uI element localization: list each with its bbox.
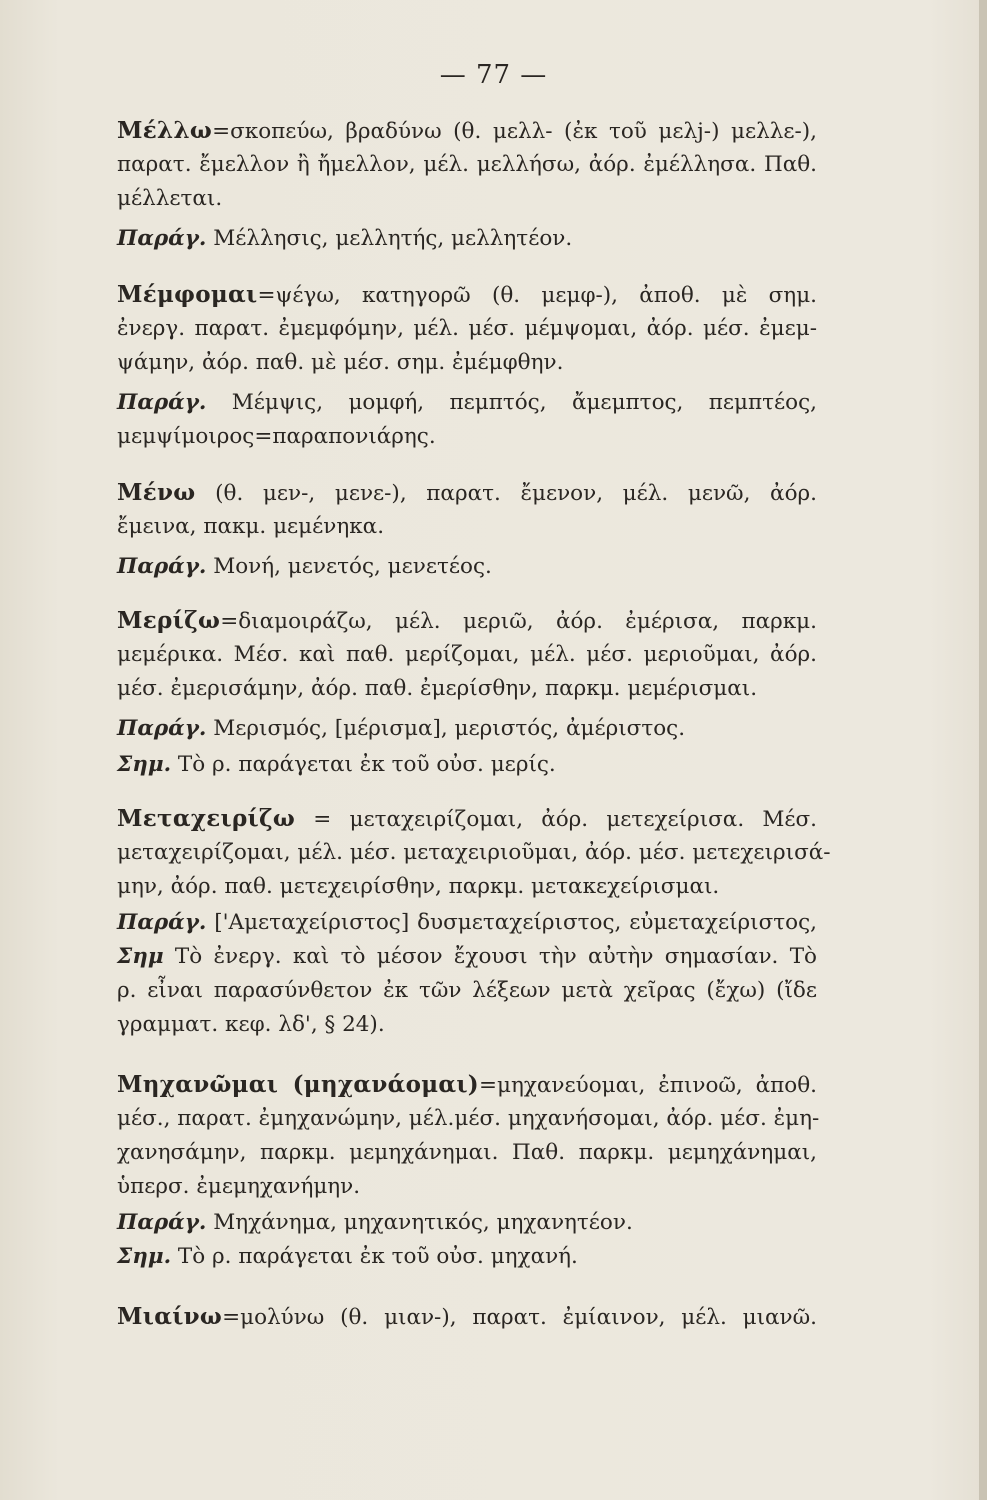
entry-first-line — [117, 114, 817, 149]
note-line: ρ. εἶναι παρασύνθετον ἐκ τῶν λέξεων μετὰ χεῖρας (ἔχω) (ἴδε — [117, 978, 817, 1003]
entry-line: μέσ. ἐμερισάμην, ἀόρ. παθ. ἐμερίσθην, παρκμ. μεμέρισμαι. — [117, 676, 758, 701]
entry-line: ὑπερσ. ἐμεμηχανήμην. — [117, 1174, 361, 1199]
entry-headword: Μηχανῶμαι (μηχανάομαι) — [117, 1071, 479, 1098]
entry-first-line — [117, 802, 817, 837]
entry-line: =μηχανεύομαι, ἐπινοῶ, ἀποθ. — [479, 1073, 817, 1098]
derivatives-line — [117, 386, 817, 420]
entry-headword: Μεταχειρίζω — [117, 805, 296, 832]
note-line: γραμματ. κεφ. λδ', § 24). — [117, 1012, 385, 1037]
note-text: Μέλλησις, μελλητής, μελλητέον. — [206, 226, 573, 251]
note-label: Παράγ. — [117, 716, 207, 741]
entry-line: =μολύνω (θ. μιαν-), παρατ. ἐμίαινον, μέλ. μιανῶ. — [222, 1305, 817, 1330]
entry-headword: Μέμφομαι — [117, 281, 258, 308]
note-text: Μηχάνημα, μηχανητικός, μηχανητέον. — [206, 1210, 633, 1235]
entry-first-line — [117, 1300, 817, 1335]
note-label: Παράγ. — [117, 390, 207, 415]
entry-line: =σκοπεύω, βραδύνω (θ. μελλ- (ἐκ τοῦ μελj-) μελλε-), — [212, 119, 817, 144]
note-label: Σημ — [117, 944, 164, 969]
entry-line: ψάμην, ἀόρ. παθ. μὲ μέσ. σημ. ἐμέμφθην. — [117, 350, 564, 375]
derivatives-line — [117, 222, 817, 256]
derivatives-line — [117, 1206, 817, 1240]
note-text: ['Αμεταχείριστος] δυσμεταχείριστος, εὐμεταχείριστος, — [206, 910, 817, 935]
entry-headword: Μένω — [117, 479, 196, 506]
note-text: Τὸ ἐνεργ. καὶ τὸ μέσον ἔχουσι τὴν αὐτὴν σημασίαν. Τὸ — [163, 944, 817, 969]
entry-first-line — [117, 476, 817, 511]
note-line — [117, 748, 817, 782]
entry-headword: Μέλλω — [117, 117, 213, 144]
entry-first-line — [117, 278, 817, 313]
note-label: Παράγ. — [117, 554, 207, 579]
entry-line: μεταχειρίζομαι, μέλ. μέσ. μεταχειριοῦμαι, ἀόρ. μέσ. μετεχειρισά- — [117, 840, 831, 865]
note-line — [117, 1240, 817, 1274]
entry-line: (θ. μεν-, μενε-), παρατ. ἔμενον, μέλ. μενῶ, ἀόρ. — [195, 481, 817, 506]
derivatives-line — [117, 550, 817, 584]
note-text: Μερισμός, [μέρισμα], μεριστός, ἀμέριστος. — [206, 716, 686, 741]
entry-headword: Μερίζω — [117, 607, 221, 634]
derivatives-line — [117, 712, 817, 746]
derivatives-line: μεμψίμοιρος=παραπονιάρης. — [117, 424, 436, 449]
note-label: Σημ. — [117, 1244, 172, 1269]
entry-line: μην, ἀόρ. παθ. μετεχειρίσθην, παρκμ. μετακεχείρισμαι. — [117, 874, 720, 899]
page-edge — [979, 0, 987, 1500]
entry-line: παρατ. ἔμελλον ἢ ἤμελλον, μέλ. μελλήσω, ἀόρ. ἐμέλλησα. Παθ. — [117, 152, 817, 177]
note-line — [117, 940, 817, 974]
entry-line: ἔμεινα, πακμ. μεμένηκα. — [117, 514, 385, 539]
entry-line: = μεταχειρίζομαι, ἀόρ. μετεχείρισα. Μέσ. — [295, 807, 817, 832]
entry-line: χανησάμην, παρκμ. μεμηχάνημαι. Παθ. παρκμ. μεμηχάνημαι, — [117, 1140, 817, 1165]
entry-line: μέσ., παρατ. ἐμηχανώμην, μέλ.μέσ. μηχανήσομαι, ἀόρ. μέσ. ἐμη- — [117, 1106, 820, 1131]
page-number: — 77 — — [439, 60, 548, 90]
entry-first-line — [117, 604, 817, 639]
note-label: Παράγ. — [117, 226, 207, 251]
note-text: Τὸ ρ. παράγεται ἐκ τοῦ οὐσ. μηχανή. — [171, 1244, 578, 1269]
note-label: Παράγ. — [117, 1210, 207, 1235]
note-text: Τὸ ρ. παράγεται ἐκ τοῦ οὐσ. μερίς. — [171, 752, 556, 777]
entry-line: μεμέρικα. Μέσ. καὶ παθ. μερίζομαι, μέλ. μέσ. μεριοῦμαι, ἀόρ. — [117, 642, 817, 667]
note-label: Σημ. — [117, 752, 172, 777]
entry-line: =διαμοιράζω, μέλ. μεριῶ, ἀόρ. ἐμέρισα, παρκμ. — [220, 609, 817, 634]
entry-line: =ψέγω, κατηγορῶ (θ. μεμφ-), ἀποθ. μὲ σημ. — [257, 283, 817, 308]
entry-line: ἐνεργ. παρατ. ἐμεμφόμην, μέλ. μέσ. μέμψομαι, ἀόρ. μέσ. ἐμεμ- — [117, 316, 817, 341]
note-label: Παράγ. — [117, 910, 207, 935]
entry-line: μέλλεται. — [117, 186, 223, 211]
derivatives-line — [117, 906, 817, 940]
note-text: Μέμψις, μομφή, πεμπτός, ἄμεμπτος, πεμπτέος, — [206, 390, 817, 415]
note-text: Μονή, μενετός, μενετέος. — [206, 554, 492, 579]
entry-headword: Μιαίνω — [117, 1303, 223, 1330]
entry-first-line — [117, 1068, 817, 1103]
